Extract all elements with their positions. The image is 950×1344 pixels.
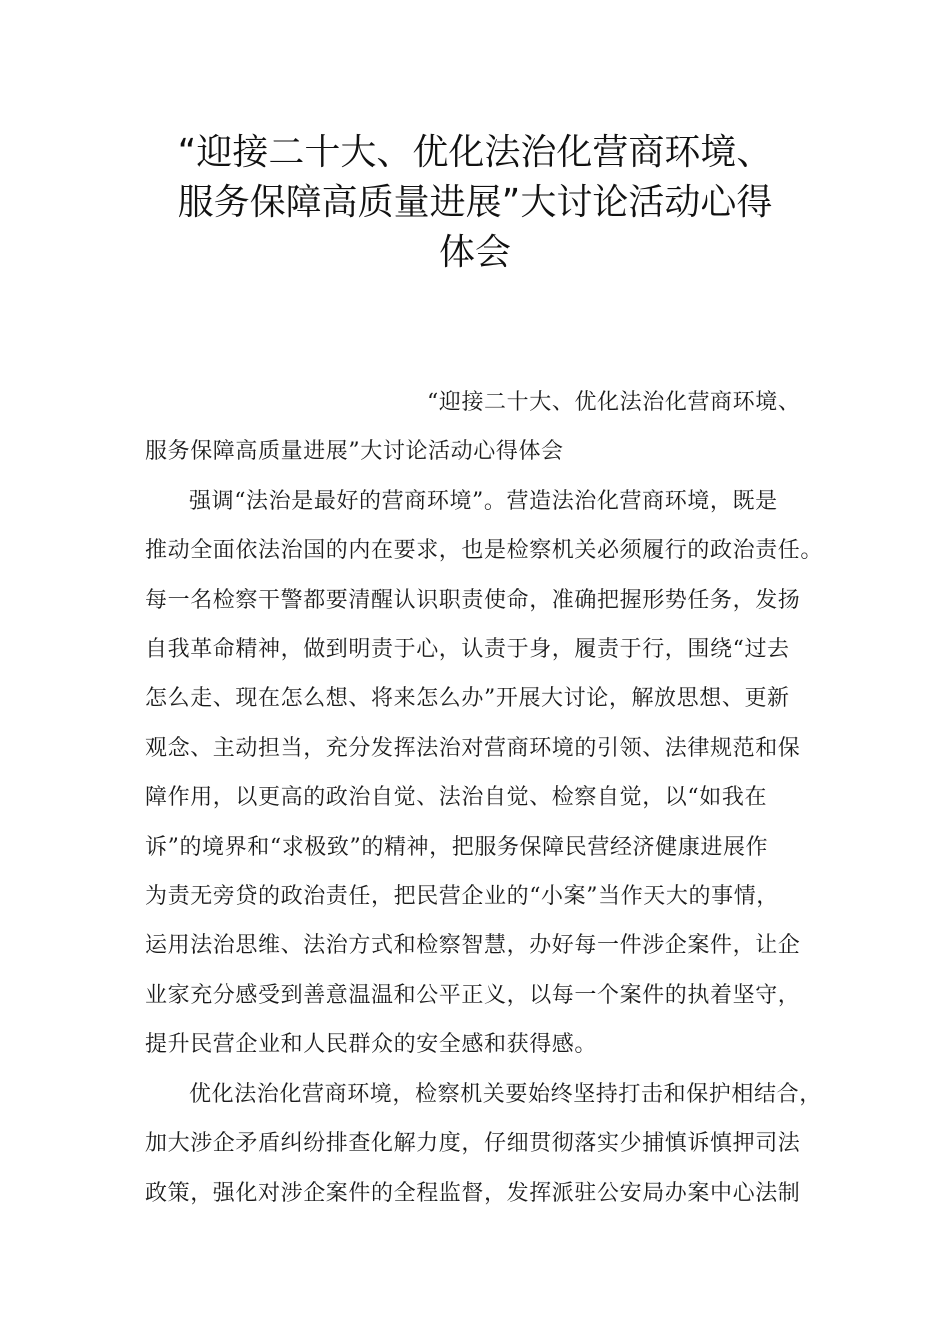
- paragraph: [145, 1070, 825, 1218]
- paragraph-line: 观念、主动担当，充分发挥法治对营商环境的引领、法律规范和保: [145, 735, 801, 761]
- document-body: [145, 378, 825, 1218]
- paragraph-line: 运用法治思维、法治方式和检察智慧，办好每一件涉企案件，让企: [145, 933, 801, 959]
- paragraph-line: 推动全面依法治国的内在要求，也是检察机关必须履行的政治责任。: [145, 538, 824, 564]
- paragraph-line: 怎么走、现在怎么想、将来怎么办”开展大讨论，解放思想、更新: [145, 686, 790, 712]
- paragraph-line: 自我革命精神，做到明责于心，认责于身，履责于行，围绕“过去: [145, 637, 790, 663]
- title-line: “迎接二十大、优化法治化营商环境、: [177, 132, 773, 173]
- paragraph-line: 每一名检察干警都要清醒认识职责使命，准确把握形势任务，发扬: [145, 587, 801, 613]
- document-title: [0, 128, 950, 278]
- subtitle-line: 服务保障高质量进展”大讨论活动心得体会: [145, 439, 564, 465]
- paragraphs: [145, 477, 825, 1218]
- subtitle-line: “迎接二十大、优化法治化营商环境、: [427, 390, 801, 415]
- paragraph-line: 业家充分感受到善意温温和公平正义，以每一个案件的执着坚守，: [145, 982, 801, 1008]
- paragraph-line: 优化法治化营商环境，检察机关要始终坚持打击和保护相结合，: [189, 1081, 822, 1107]
- paragraph-line: 强调“法治是最好的营商环境”。营造法治化营商环境，既是: [189, 488, 778, 514]
- title-line: 服务保障高质量进展”大讨论活动心得: [177, 182, 773, 223]
- paragraph-line: 诉”的境界和“求极致”的精神，把服务保障民营经济健康进展作: [145, 834, 769, 860]
- paragraph-line: 政策，强化对涉企案件的全程监督，发挥派驻公安局办案中心法制: [145, 1180, 801, 1206]
- paragraph: [145, 477, 825, 1070]
- paragraph-line: 为责无旁贷的政治责任，把民营企业的“小案”当作天大的事情，: [145, 884, 779, 910]
- paragraph-line: 提升民营企业和人民群众的安全感和获得感。: [145, 1032, 598, 1058]
- paragraph-line: 加大涉企矛盾纠纷排查化解力度，仔细贯彻落实少捕慎诉慎押司法: [145, 1131, 801, 1157]
- title-line: 体会: [438, 232, 511, 273]
- paragraph-line: 障作用，以更高的政治自觉、法治自觉、检察自觉，以“如我在: [145, 785, 768, 811]
